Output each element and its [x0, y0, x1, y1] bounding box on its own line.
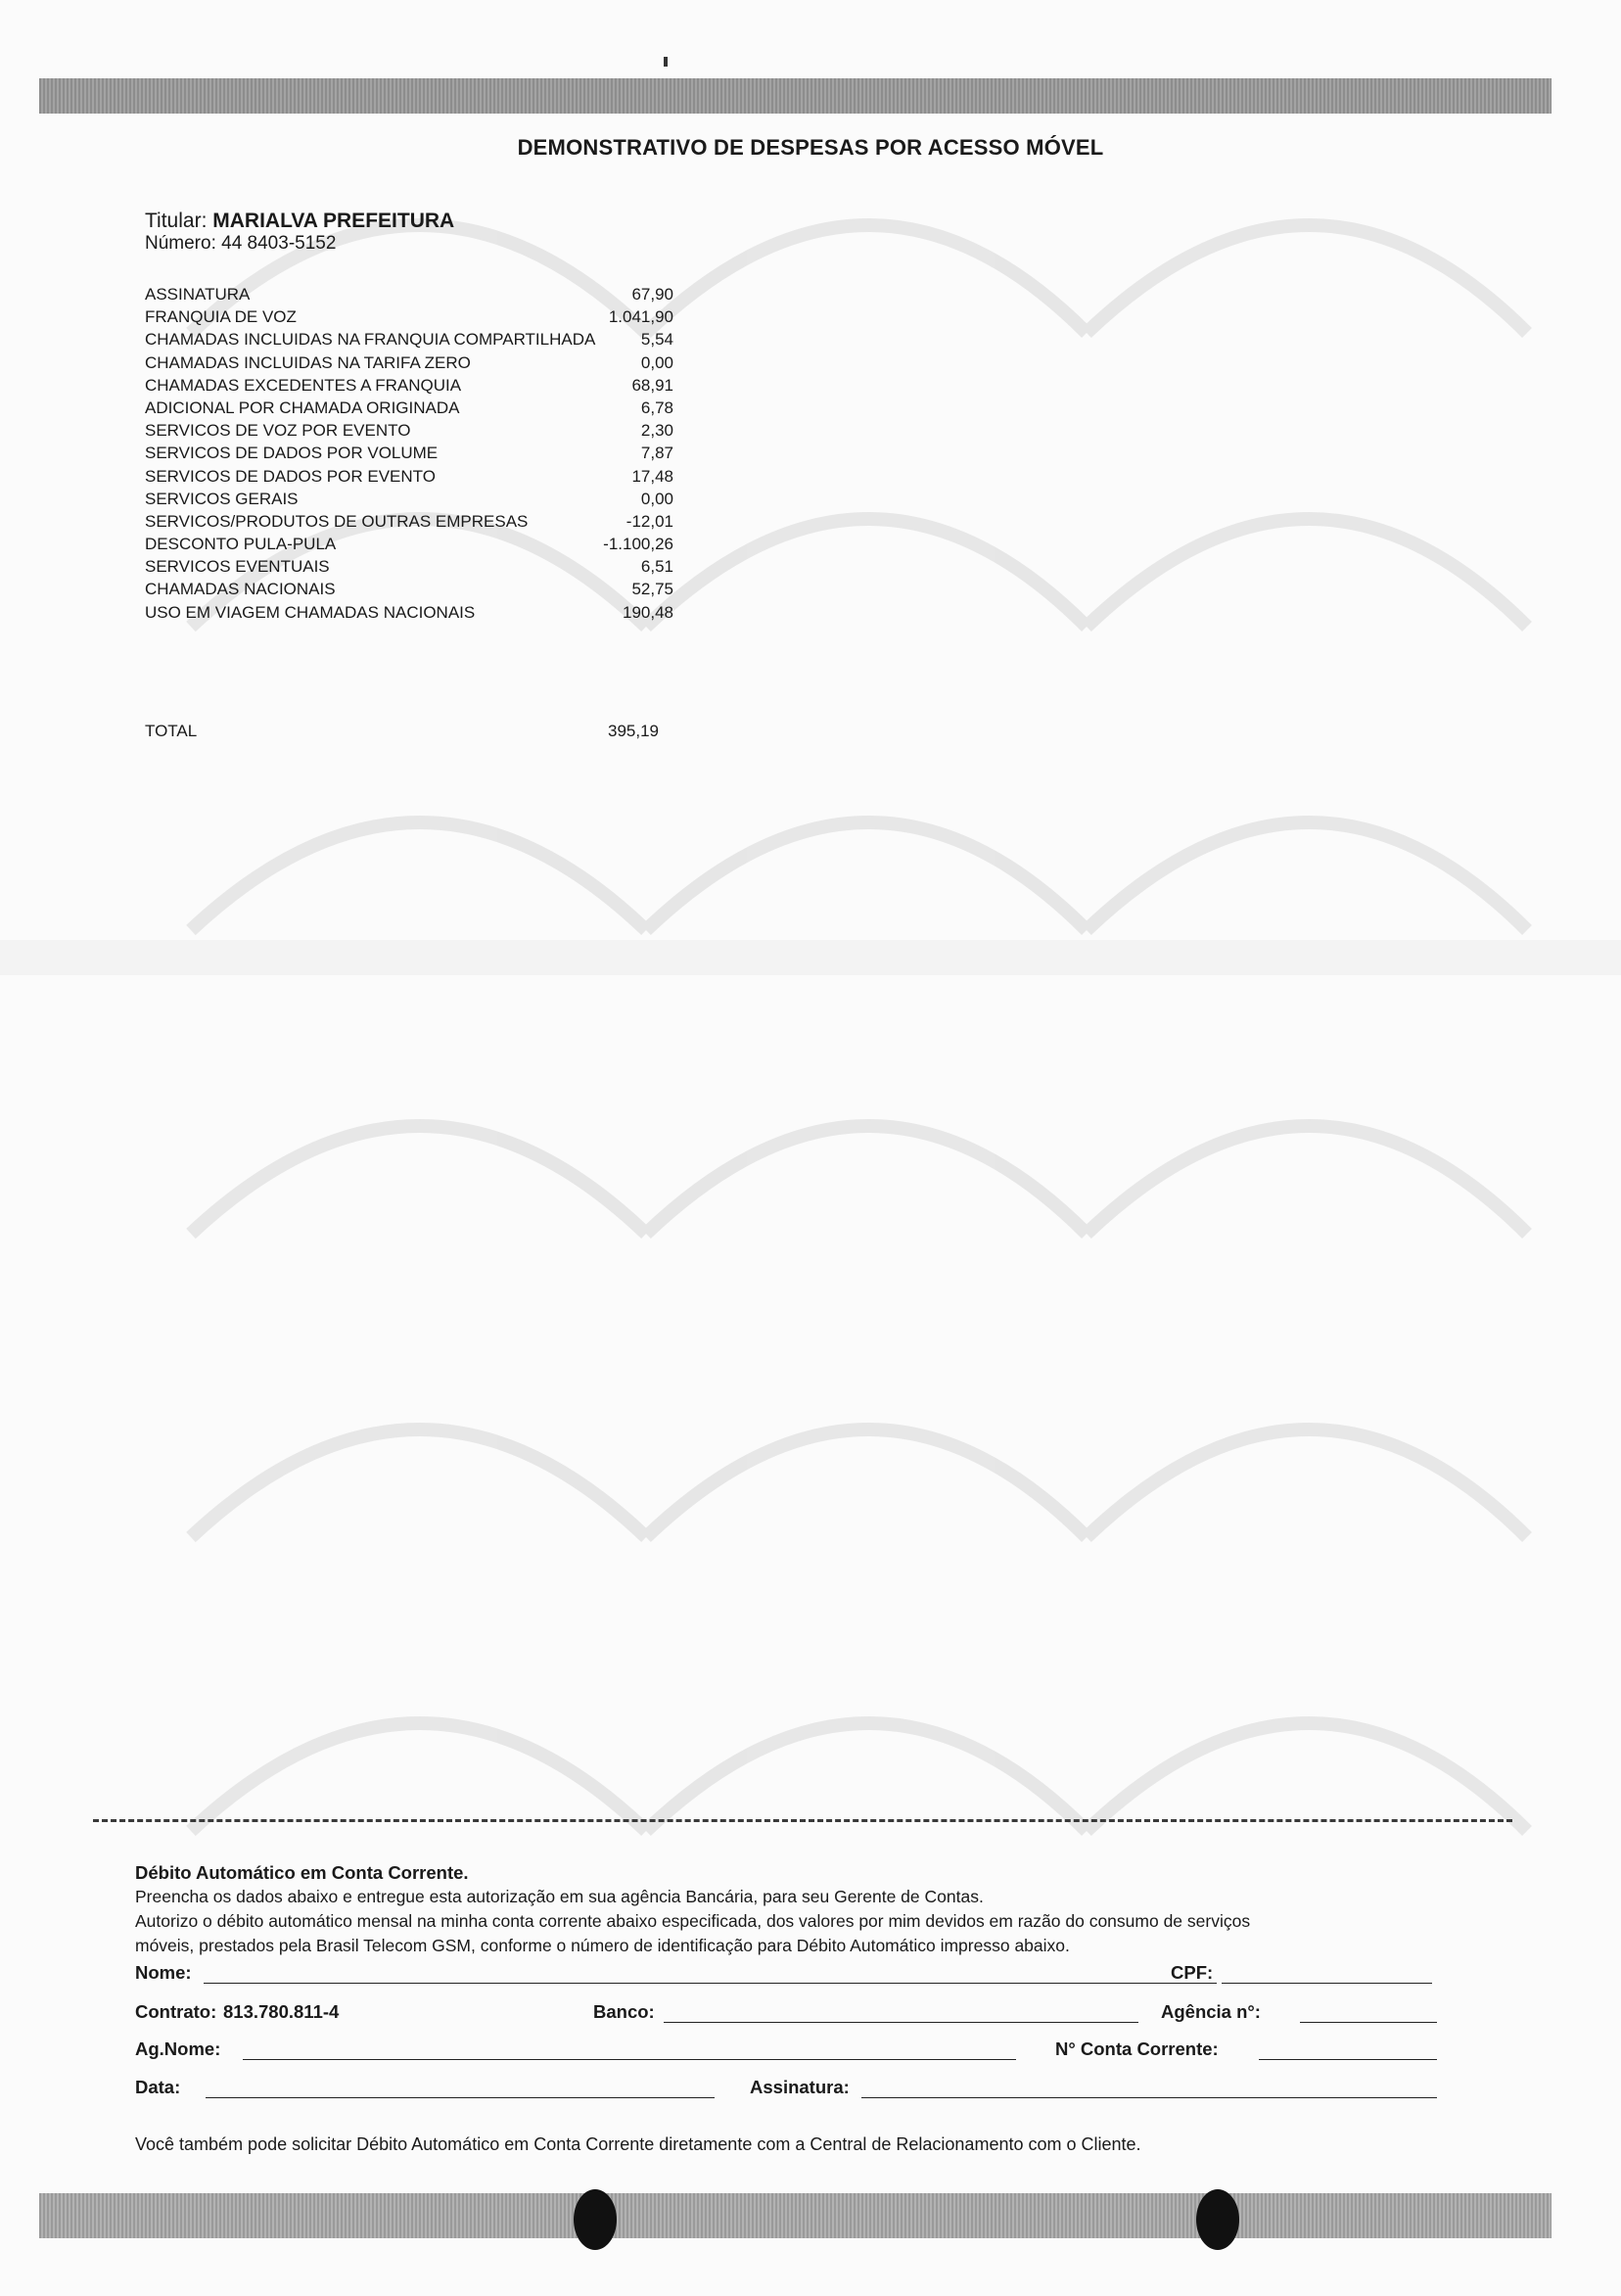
phone-number: 44 8403-5152	[221, 233, 337, 254]
expense-value: 5,54	[640, 330, 673, 350]
expense-label: SERVICOS GERAIS	[145, 489, 299, 508]
expense-value: -12,01	[625, 511, 673, 531]
expense-row	[145, 510, 673, 533]
punch-hole	[574, 2189, 617, 2250]
expense-value: -1.100,26	[603, 535, 673, 554]
expense-label: USO EM VIAGEM CHAMADAS NACIONAIS	[145, 602, 476, 622]
expense-row	[145, 601, 673, 624]
form-row-data	[135, 2073, 1437, 2102]
form-row-contrato	[135, 1997, 1437, 2027]
expense-label: SERVICOS/PRODUTOS DE OUTRAS EMPRESAS	[145, 511, 529, 531]
expense-row	[145, 578, 673, 600]
banco-field[interactable]	[664, 2022, 1138, 2023]
expense-row	[145, 305, 673, 328]
expense-label: CHAMADAS NACIONAIS	[145, 580, 336, 599]
expense-value: 6,51	[640, 557, 673, 577]
conta-label: N° Conta Corrente:	[1055, 2038, 1219, 2059]
form-row-agnome	[135, 2035, 1437, 2064]
expense-row	[145, 442, 673, 464]
expense-row	[145, 465, 673, 488]
nome-field[interactable]	[204, 1983, 1217, 1984]
punch-hole	[1196, 2189, 1239, 2250]
expense-value: 67,90	[631, 285, 673, 304]
scan-mark	[664, 57, 668, 67]
expense-row	[145, 419, 673, 442]
footer-note: Você também pode solicitar Débito Automático em Conta Corrente diretamente com a Central de Relacionamento com o Cliente.	[135, 2134, 1141, 2154]
cut-line	[93, 1819, 1512, 1822]
data-field[interactable]	[206, 2097, 715, 2098]
conta-field[interactable]	[1259, 2059, 1437, 2060]
expense-label: DESCONTO PULA-PULA	[145, 535, 337, 554]
expense-value: 7,87	[640, 444, 673, 463]
expense-value: 17,48	[631, 466, 673, 486]
expense-label: ASSINATURA	[145, 285, 251, 304]
banco-label: Banco:	[593, 2001, 655, 2022]
expense-list	[145, 283, 673, 624]
expense-row	[145, 374, 673, 397]
expense-label: CHAMADAS EXCEDENTES A FRANQUIA	[145, 375, 462, 395]
agnome-label: Ag.Nome:	[135, 2038, 221, 2059]
debit-form-heading: Débito Automático em Conta Corrente.	[135, 1862, 469, 1883]
total-row	[145, 722, 659, 741]
cpf-field[interactable]	[1222, 1983, 1432, 1984]
expense-value: 6,78	[640, 398, 673, 417]
agencia-field[interactable]	[1300, 2022, 1437, 2023]
contrato-label: Contrato:	[135, 2001, 217, 2022]
expense-value: 1.041,90	[608, 307, 673, 327]
total-value: 395,19	[608, 722, 659, 740]
expense-row	[145, 283, 673, 305]
expense-value: 0,00	[640, 489, 673, 508]
debit-form-authorization-1: Autorizo o débito automático mensal na minha conta corrente abaixo especificada, dos valores por mim devidos em razão do consumo de serviços	[135, 1911, 1251, 1931]
expense-label: ADICIONAL POR CHAMADA ORIGINADA	[145, 398, 460, 417]
cpf-label: CPF:	[1171, 1962, 1214, 1983]
expense-value: 2,30	[640, 421, 673, 441]
expense-label: SERVICOS DE DADOS POR VOLUME	[145, 444, 439, 463]
expense-value: 52,75	[631, 580, 673, 599]
nome-label: Nome:	[135, 1962, 192, 1983]
debit-form-instruction: Preencha os dados abaixo e entregue esta autorização em sua agência Bancária, para seu Gerente de Contas.	[135, 1887, 984, 1906]
expense-label: FRANQUIA DE VOZ	[145, 307, 297, 327]
expense-row	[145, 555, 673, 578]
expense-row	[145, 397, 673, 419]
holder-line	[145, 210, 454, 233]
expense-label: CHAMADAS INCLUIDAS NA FRANQUIA COMPARTILHADA	[145, 330, 596, 350]
bottom-scan-band	[39, 2193, 1552, 2238]
expense-label: SERVICOS DE DADOS POR EVENTO	[145, 466, 436, 486]
agnome-field[interactable]	[243, 2059, 1016, 2060]
debit-form-text	[135, 1860, 1457, 1958]
holder-name: MARIALVA PREFEITURA	[212, 210, 455, 232]
number-label: Número:	[145, 233, 216, 254]
expense-value: 68,91	[631, 375, 673, 395]
expense-row	[145, 328, 673, 351]
agencia-label: Agência n°:	[1161, 2001, 1261, 2022]
expense-row	[145, 351, 673, 374]
expense-value: 0,00	[640, 352, 673, 372]
expense-value: 190,48	[623, 602, 673, 622]
expense-label: CHAMADAS INCLUIDAS NA TARIFA ZERO	[145, 352, 471, 372]
expense-row	[145, 533, 673, 555]
expense-row	[145, 488, 673, 510]
expense-label: SERVICOS DE VOZ POR EVENTO	[145, 421, 411, 441]
data-label: Data:	[135, 2077, 181, 2097]
top-scan-band	[39, 78, 1552, 114]
contrato-value: 813.780.811-4	[223, 2001, 340, 2022]
debit-form-authorization-2: móveis, prestados pela Brasil Telecom GSM, conforme o número de identificação para Débito Automático impresso abaixo.	[135, 1936, 1070, 1955]
page-title: DEMONSTRATIVO DE DESPESAS POR ACESSO MÓVEL	[517, 135, 1104, 160]
holder-label: Titular:	[145, 210, 208, 232]
form-row-nome	[135, 1958, 1437, 1988]
phone-number-line	[145, 233, 336, 255]
assinatura-field[interactable]	[861, 2097, 1437, 2098]
total-label: TOTAL	[145, 722, 198, 740]
assinatura-label: Assinatura:	[750, 2077, 850, 2097]
expense-label: SERVICOS EVENTUAIS	[145, 557, 330, 577]
